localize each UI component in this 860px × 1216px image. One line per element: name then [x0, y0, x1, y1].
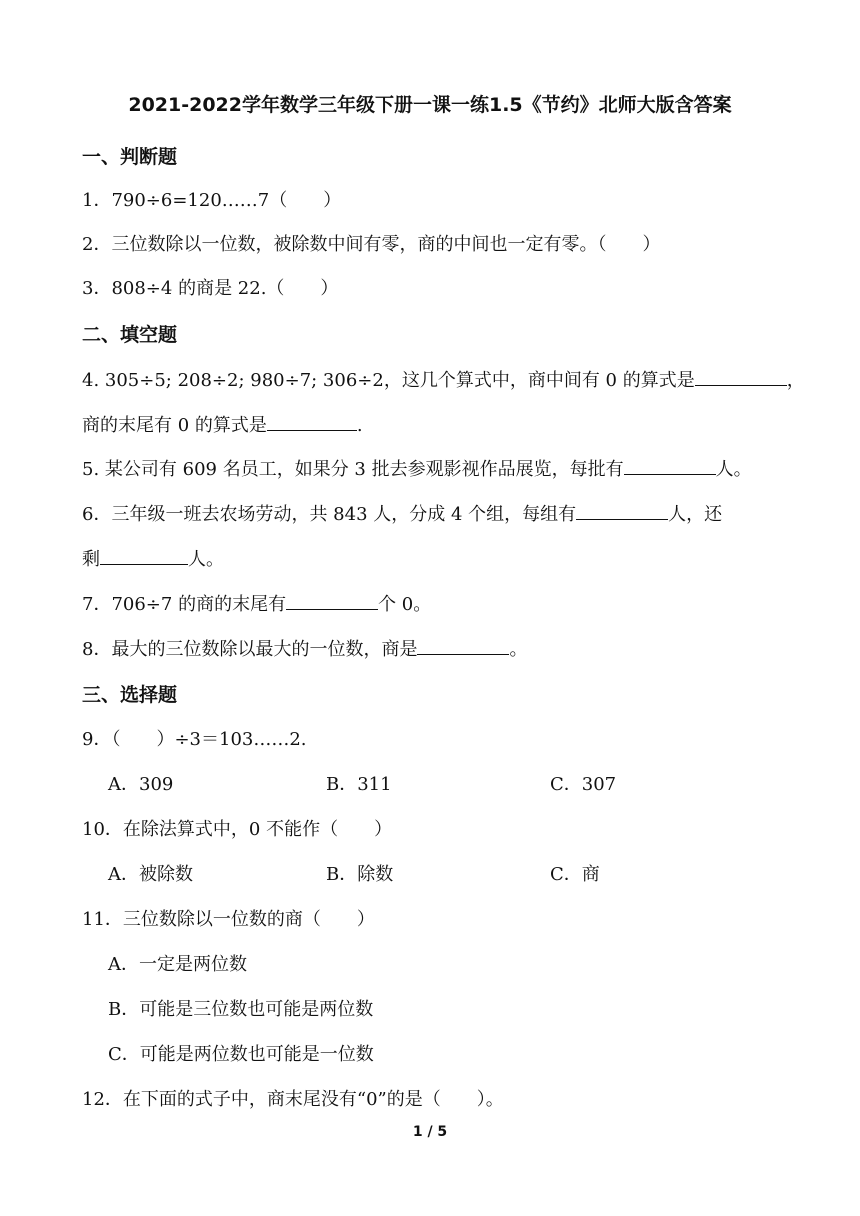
option-c[interactable]: C．商: [550, 864, 600, 885]
option-b[interactable]: B．311: [326, 774, 392, 795]
question-12-stem: 12．在下面的式子中，商末尾没有“0”的是（ ）。: [82, 1089, 504, 1110]
option-a[interactable]: A．309: [108, 774, 174, 795]
question-8-text: 8．最大的三位数除以最大的一位数，商是: [82, 639, 418, 660]
question-9-stem: 9．（ ）÷3＝103……2.: [82, 729, 307, 750]
question-7: [82, 589, 431, 616]
answer-blank[interactable]: [267, 410, 357, 431]
option-c[interactable]: C．307: [550, 774, 617, 795]
question-4-text: 4. 305÷5; 208÷2; 980÷7; 306÷2，这几个算式中，商中间有 0 的算式是: [82, 370, 695, 391]
section-heading-judgment: 一、判断题: [82, 146, 178, 168]
question-1: 1．790÷6=120……7（ ）: [82, 190, 342, 211]
question-6-text: 人，还: [668, 504, 723, 525]
question-4-line-1: [82, 365, 805, 392]
option-b[interactable]: B．除数: [326, 864, 394, 885]
question-6-line-2: [82, 544, 224, 571]
page-number: 1 / 5: [412, 1124, 448, 1140]
question-5-text: 人。: [715, 459, 752, 480]
answer-blank[interactable]: [417, 634, 509, 655]
question-11-stem: 11．三位数除以一位数的商（ ）: [82, 909, 375, 930]
question-6-line-1: [82, 499, 722, 526]
question-6-text: 6．三年级一班去农场劳动，共 843 人，分成 4 个组，每组有: [82, 504, 577, 525]
answer-blank[interactable]: [286, 589, 378, 610]
answer-blank[interactable]: [695, 365, 787, 386]
question-10-stem: 10．在除法算式中，0 不能作（ ）: [82, 819, 393, 840]
section-heading-fill-blank: 二、填空题: [82, 324, 178, 346]
question-4-text: .: [356, 415, 363, 436]
question-3: 3．808÷4 的商是 22.（ ）: [82, 278, 339, 299]
question-6-text: 人。: [188, 549, 224, 570]
question-7-text: 个 0。: [378, 594, 432, 615]
document-title: 2021-2022学年数学三年级下册一课一练1.5《节约》北师大版含答案: [128, 94, 732, 116]
answer-blank[interactable]: [624, 454, 716, 475]
question-2: 2．三位数除以一位数，被除数中间有零，商的中间也一定有零。（ ）: [82, 234, 661, 255]
option-a[interactable]: A．被除数: [108, 864, 193, 885]
question-5: [82, 454, 752, 481]
option-c[interactable]: C．可能是两位数也可能是一位数: [108, 1044, 374, 1065]
question-5-text: 5. 某公司有 609 名员工，如果分 3 批去参观影视作品展览，每批有: [82, 459, 624, 480]
answer-blank[interactable]: [100, 544, 188, 565]
question-7-text: 7．706÷7 的商的末尾有: [82, 594, 287, 615]
option-a[interactable]: A．一定是两位数: [108, 954, 247, 975]
question-8-text: 。: [509, 639, 528, 660]
question-6-text: 剩: [82, 549, 100, 570]
answer-blank[interactable]: [576, 499, 668, 520]
section-heading-choice: 三、选择题: [82, 684, 178, 706]
question-4-text: 商的末尾有 0 的算式是: [82, 415, 267, 436]
question-8: [82, 634, 527, 661]
question-4-text: ，: [786, 370, 805, 391]
option-b[interactable]: B．可能是三位数也可能是两位数: [108, 999, 374, 1020]
question-4-line-2: [82, 410, 363, 437]
